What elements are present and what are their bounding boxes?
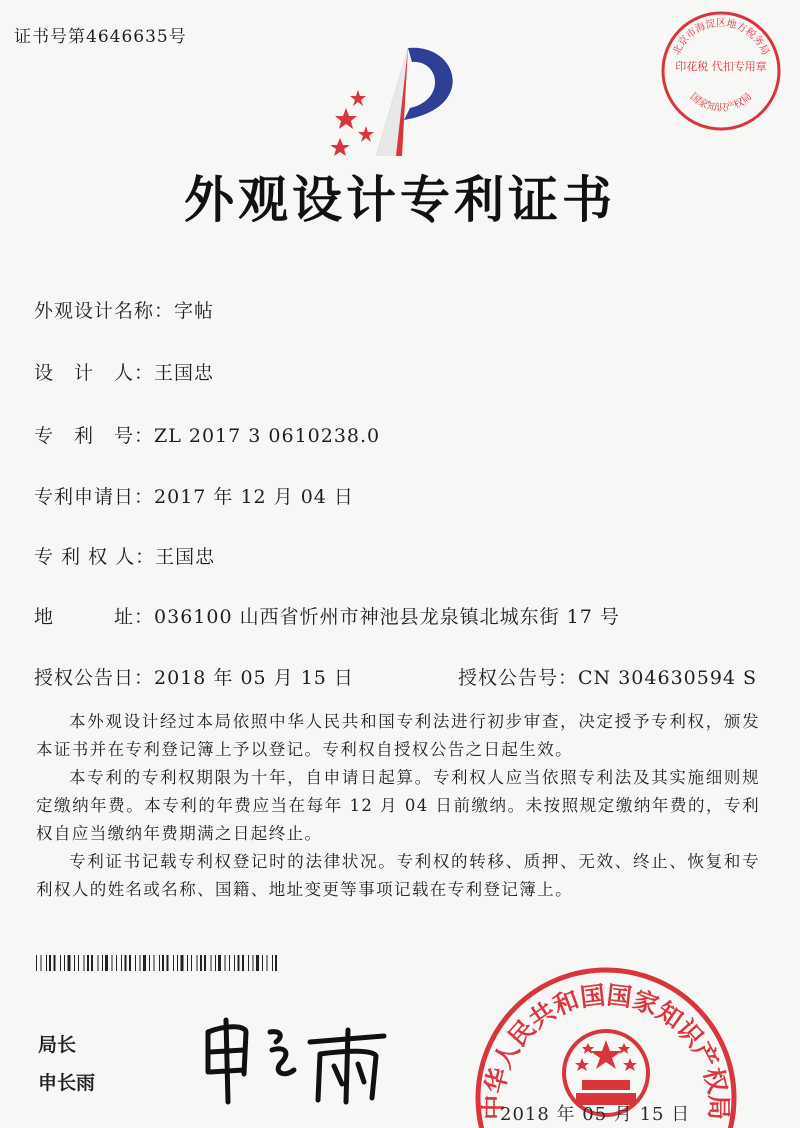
barcode-bar <box>275 955 277 971</box>
field-value: 036100 山西省忻州市神池县龙泉镇北城东街 17 号 <box>154 606 620 628</box>
barcode-bar <box>54 955 56 971</box>
svg-text:中华人民共和国国家知识产权局: 中华人民共和国国家知识产权局 <box>478 980 734 1120</box>
design-name-field <box>34 296 214 323</box>
field-label: 设 计 人： <box>34 362 155 384</box>
handwritten-signature <box>188 1002 398 1112</box>
barcode-bar <box>215 955 216 971</box>
barcode-bar <box>60 955 61 971</box>
tax-stamp-seal <box>658 8 784 134</box>
barcode-bar <box>225 955 226 971</box>
barcode-bar <box>177 955 178 971</box>
certificate-title: 外观设计专利证书 <box>184 170 616 229</box>
address-field <box>34 602 620 629</box>
field-label: 地 址： <box>34 606 155 628</box>
grant-date-field <box>34 663 354 690</box>
barcode-bar <box>36 955 37 971</box>
barcode-bar <box>253 955 254 971</box>
field-label: 专 利 权 人： <box>34 546 156 568</box>
certificate-body <box>36 708 760 904</box>
field-label: 外观设计名称： <box>34 300 175 322</box>
signatory-title: 局长 <box>38 1034 77 1056</box>
field-label: 专 利 号： <box>34 425 155 447</box>
barcode-bar <box>116 955 117 971</box>
barcode-bar <box>105 955 108 971</box>
barcode-bar <box>248 955 249 971</box>
barcode-bar <box>229 955 230 971</box>
svg-text:国家知识产权局: 国家知识产权局 <box>687 91 755 114</box>
field-value: ZL 2017 3 0610238.0 <box>154 425 381 447</box>
barcode-bar <box>102 955 103 971</box>
field-label: 授权公告日： <box>34 667 155 689</box>
issue-date: 2018 年 05 月 15 日 <box>500 1104 691 1125</box>
barcode-bar <box>98 955 99 971</box>
field-value: 2018 年 05 月 15 日 <box>154 667 354 689</box>
svg-text:北京市海淀区地方税务局: 北京市海淀区地方税务局 <box>671 17 771 57</box>
body-paragraph: 本专利的专利权期限为十年，自申请日起算。专利权人应当依照专利法及其实施细则规定缴纳年费。本专利的年费应当在每年 12 月 04 日前缴纳。未按照规定缴纳年费的，专利权自应当缴纳年费期满之日起终止。 <box>36 768 760 843</box>
barcode-bar <box>129 955 131 971</box>
barcode-bar <box>211 955 212 971</box>
barcode-bar <box>91 955 93 971</box>
field-label: 授权公告号： <box>458 667 579 689</box>
barcode-bar <box>181 955 184 971</box>
barcode-bar <box>149 955 150 971</box>
patent-number-field <box>34 421 380 448</box>
barcode-bar <box>159 955 160 971</box>
barcode-bar <box>272 955 273 971</box>
patent-office-logo <box>318 38 468 168</box>
barcode-bar <box>41 955 42 971</box>
field-value: 王国忠 <box>154 362 215 384</box>
barcode-bar <box>204 955 206 971</box>
barcode-bar <box>46 955 47 971</box>
barcode-bar <box>125 955 127 971</box>
barcode-bar <box>84 955 85 971</box>
barcode-bar <box>173 955 174 971</box>
designer-field <box>34 358 214 385</box>
barcode-bar <box>256 955 259 971</box>
barcode-bar <box>162 955 164 971</box>
barcode-bar <box>238 955 240 971</box>
barcode-bar <box>218 955 221 971</box>
barcode-bar <box>49 955 51 971</box>
barcode-bar <box>187 955 188 971</box>
barcode-bar <box>64 955 65 971</box>
barcode-bar <box>242 955 244 971</box>
field-value: CN 304630594 S <box>578 667 758 689</box>
grant-number-field <box>458 663 757 690</box>
barcode-bar <box>154 955 155 971</box>
barcode-bar <box>234 955 235 971</box>
barcode-bar <box>167 955 169 971</box>
patentee-field <box>34 542 215 569</box>
barcode-bar <box>143 955 146 971</box>
seal-center-text: 印花税 代扣专用章 <box>675 60 767 73</box>
barcode-bar <box>74 955 75 971</box>
barcode <box>36 955 278 971</box>
barcode-bar <box>121 955 122 971</box>
barcode-bar <box>262 955 263 971</box>
field-value: 字帖 <box>174 300 215 322</box>
body-paragraph: 本外观设计经过本局依照中华人民共和国专利法进行初步审查，决定授予专利权，颁发本证书并在专利登记簿上予以登记。专利权自授权公告之日起生效。 <box>36 712 760 759</box>
barcode-bar <box>140 955 141 971</box>
barcode-bar <box>267 955 268 971</box>
barcode-bar <box>191 955 192 971</box>
barcode-bar <box>135 955 136 971</box>
barcode-bar <box>197 955 198 971</box>
field-value: 2017 年 12 月 04 日 <box>154 486 354 508</box>
certificate-number: 证书号第4646635号 <box>14 27 187 47</box>
barcode-bar <box>87 955 89 971</box>
barcode-bar <box>200 955 202 971</box>
signatory-name: 申长雨 <box>38 1072 96 1094</box>
body-paragraph: 专利证书记载专利权登记时的法律状况。专利权的转移、质押、无效、终止、恢复和专利权人的姓名或名称、国籍、地址变更等事项记载在专利登记簿上。 <box>36 852 760 899</box>
barcode-bar <box>68 955 71 971</box>
barcode-bar <box>112 955 113 971</box>
application-date-field <box>34 482 354 509</box>
field-label: 专利申请日： <box>34 486 155 508</box>
barcode-bar <box>78 955 79 971</box>
field-value: 王国忠 <box>155 546 216 568</box>
